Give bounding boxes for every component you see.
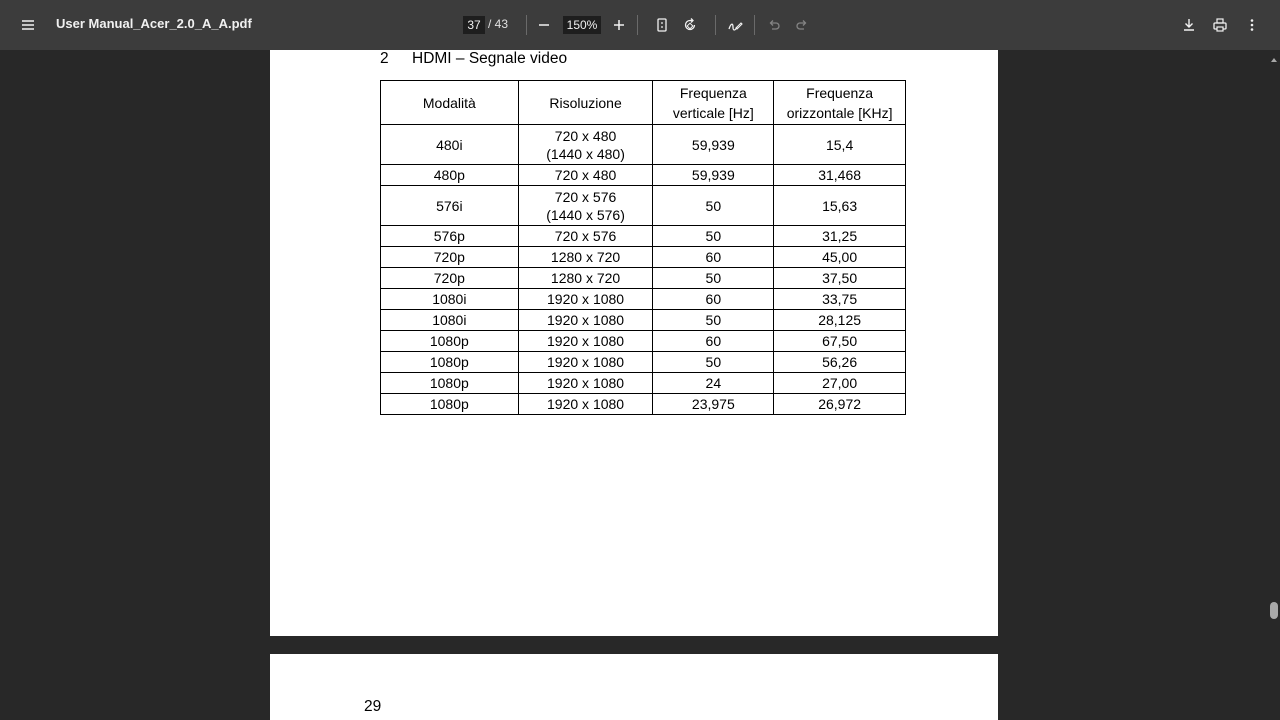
page-total: / 43	[488, 17, 509, 31]
toolbar-divider	[715, 15, 716, 35]
pdf-toolbar	[0, 0, 1280, 50]
table-row	[381, 165, 906, 186]
header-resolution: Risoluzione	[518, 81, 653, 125]
cell-resolution: 1280 x 720	[518, 247, 653, 268]
undo-icon[interactable]	[759, 10, 789, 40]
download-icon[interactable]	[1174, 10, 1204, 40]
cell-resolution: 1920 x 1080	[518, 352, 653, 373]
print-icon[interactable]	[1205, 10, 1235, 40]
cell-vertical-frequency: 50	[653, 352, 774, 373]
cell-resolution: 1920 x 1080	[518, 373, 653, 394]
cell-mode: 576p	[381, 226, 519, 247]
cell-vertical-frequency: 60	[653, 331, 774, 352]
cell-horizontal-frequency: 56,26	[774, 352, 906, 373]
table-row	[381, 289, 906, 310]
cell-horizontal-frequency: 28,125	[774, 310, 906, 331]
cell-vertical-frequency: 59,939	[653, 165, 774, 186]
cell-horizontal-frequency: 33,75	[774, 289, 906, 310]
table-row	[381, 394, 906, 415]
cell-horizontal-frequency: 27,00	[774, 373, 906, 394]
table-row	[381, 125, 906, 165]
draw-icon[interactable]	[720, 10, 750, 40]
table-row	[381, 331, 906, 352]
table-row	[381, 268, 906, 289]
cell-horizontal-frequency: 15,4	[774, 125, 906, 165]
cell-horizontal-frequency: 26,972	[774, 394, 906, 415]
cell-resolution: 720 x 480 (1440 x 480)	[518, 125, 653, 165]
minus-icon[interactable]	[529, 10, 559, 40]
cell-vertical-frequency: 50	[653, 268, 774, 289]
file-title: User Manual_Acer_2.0_A_A.pdf	[56, 16, 252, 31]
header-mode: Modalità	[381, 81, 519, 125]
table-row	[381, 373, 906, 394]
cell-vertical-frequency: 24	[653, 373, 774, 394]
cell-horizontal-frequency: 45,00	[774, 247, 906, 268]
cell-mode: 720p	[381, 268, 519, 289]
cell-resolution: 720 x 480	[518, 165, 653, 186]
cell-horizontal-frequency: 67,50	[774, 331, 906, 352]
cell-resolution: 720 x 576	[518, 226, 653, 247]
cell-vertical-frequency: 60	[653, 247, 774, 268]
table-row	[381, 226, 906, 247]
cell-horizontal-frequency: 31,468	[774, 165, 906, 186]
cell-mode: 480i	[381, 125, 519, 165]
table-row	[381, 352, 906, 373]
more-vertical-icon[interactable]	[1237, 10, 1267, 40]
cell-horizontal-frequency: 37,50	[774, 268, 906, 289]
section-title: HDMI – Segnale video	[412, 50, 568, 67]
cell-resolution: 1920 x 1080	[518, 310, 653, 331]
scrollbar-thumb[interactable]	[1270, 602, 1278, 619]
cell-vertical-frequency: 50	[653, 186, 774, 226]
cell-vertical-frequency: 23,975	[653, 394, 774, 415]
cell-mode: 1080i	[381, 289, 519, 310]
cell-mode: 1080p	[381, 352, 519, 373]
cell-mode: 1080p	[381, 394, 519, 415]
cell-resolution: 1920 x 1080	[518, 394, 653, 415]
header-vertical-frequency: Frequenza verticale [Hz]	[653, 81, 774, 125]
pdf-page	[270, 50, 998, 636]
cell-mode: 720p	[381, 247, 519, 268]
table-row	[381, 247, 906, 268]
table-header-row	[381, 81, 906, 125]
menu-icon[interactable]	[13, 10, 43, 40]
page-number-footer: 29	[364, 698, 382, 715]
cell-mode: 1080i	[381, 310, 519, 331]
cell-horizontal-frequency: 31,25	[774, 226, 906, 247]
plus-icon[interactable]	[604, 10, 634, 40]
cell-vertical-frequency: 50	[653, 310, 774, 331]
cell-vertical-frequency: 50	[653, 226, 774, 247]
cell-resolution: 1920 x 1080	[518, 289, 653, 310]
scroll-up-arrow-icon[interactable]	[1269, 52, 1279, 62]
toolbar-divider	[754, 15, 755, 35]
section-number: 2	[380, 50, 389, 67]
page-number-input[interactable]: 37	[463, 16, 485, 34]
cell-vertical-frequency: 60	[653, 289, 774, 310]
table-row	[381, 310, 906, 331]
cell-mode: 1080p	[381, 331, 519, 352]
toolbar-divider	[637, 15, 638, 35]
pdf-page	[270, 654, 998, 720]
video-signal-table	[380, 80, 906, 415]
cell-mode: 576i	[381, 186, 519, 226]
cell-vertical-frequency: 59,939	[653, 125, 774, 165]
zoom-level-input[interactable]: 150%	[563, 16, 601, 34]
cell-resolution: 1280 x 720	[518, 268, 653, 289]
fit-page-icon[interactable]	[647, 10, 677, 40]
cell-resolution: 1920 x 1080	[518, 331, 653, 352]
toolbar-divider	[526, 15, 527, 35]
cell-mode: 1080p	[381, 373, 519, 394]
cell-horizontal-frequency: 15,63	[774, 186, 906, 226]
cell-mode: 480p	[381, 165, 519, 186]
header-horizontal-frequency: Frequenza orizzontale [KHz]	[774, 81, 906, 125]
cell-resolution: 720 x 576 (1440 x 576)	[518, 186, 653, 226]
redo-icon[interactable]	[787, 10, 817, 40]
table-row	[381, 186, 906, 226]
rotate-icon[interactable]	[675, 10, 705, 40]
